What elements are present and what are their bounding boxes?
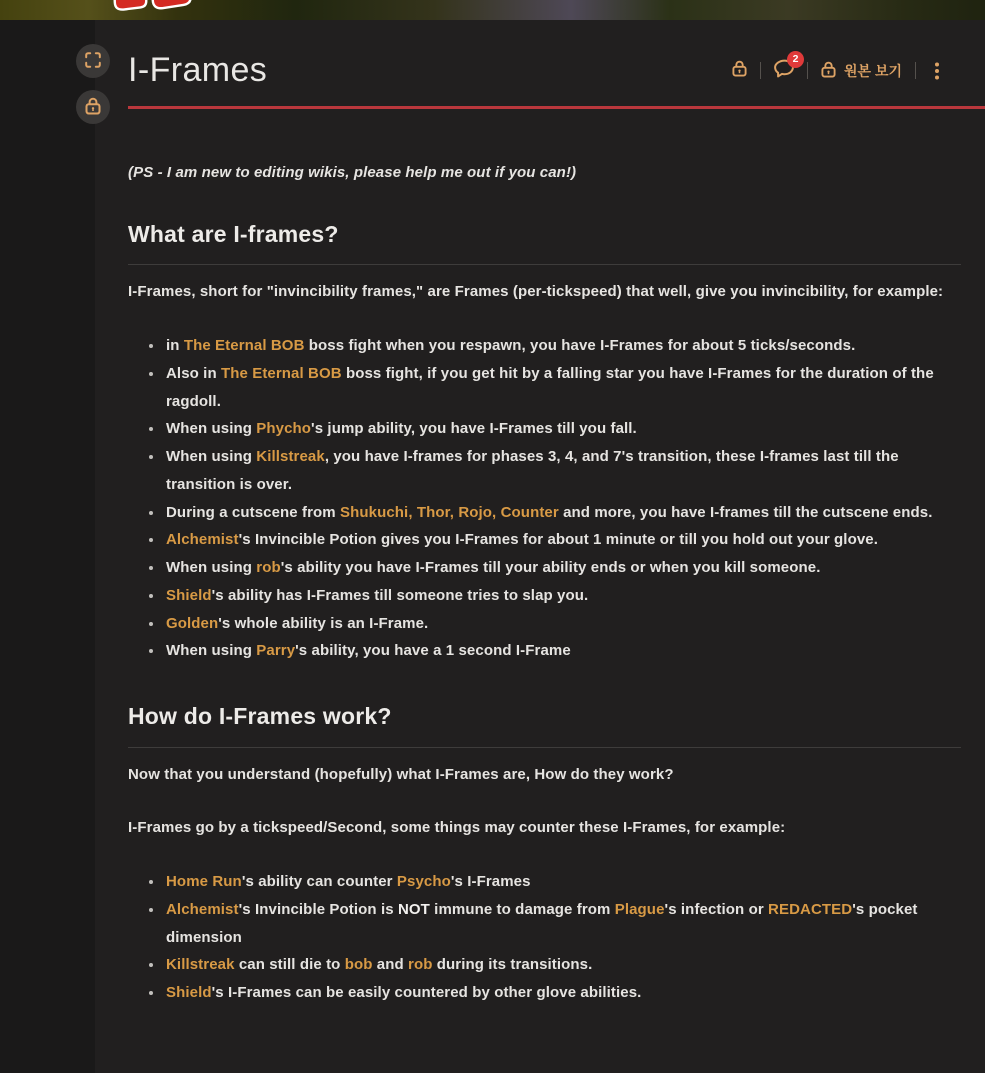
list-item <box>164 896 961 952</box>
text-run: 's Invincible Potion gives you I-Frames for about 1 minute or till you hold out your glove. <box>238 531 878 549</box>
text-run: 's ability, you have a 1 second I-Frame <box>295 642 571 660</box>
text-run: 's ability has I-Frames till someone tries to slap you. <box>211 586 589 604</box>
kebab-menu-button[interactable] <box>929 62 945 80</box>
wiki-link[interactable]: REDACTED <box>768 900 853 918</box>
text-run: When using <box>166 642 257 660</box>
divider <box>807 62 808 79</box>
text-run: I-Frames go by a tickspeed/Second, some things may counter these I-Frames, for example: <box>128 819 786 837</box>
text-run: 's jump ability, you have I-Frames till you fall. <box>311 420 637 438</box>
text-run: can still die to <box>234 956 345 974</box>
text-run: and more, you have I-frames till the cutscene ends. <box>558 503 933 521</box>
section-heading: How do I-Frames work? <box>128 695 961 748</box>
section-heading: What are I-frames? <box>128 213 961 266</box>
text-run: 's ability can counter <box>241 873 397 891</box>
text-run: Also in <box>166 364 221 382</box>
article-sections <box>128 109 961 1007</box>
wiki-link[interactable]: Parry <box>256 642 296 660</box>
list-item <box>164 582 961 610</box>
text-run: boss fight, if you get hit by a falling star you have I-Frames for the duration of the ragdoll. <box>166 364 934 410</box>
wiki-link[interactable]: rob <box>408 956 433 974</box>
text-run: boss fight when you respawn, you have I-Frames for about 5 ticks/seconds. <box>304 337 856 355</box>
background-banner <box>0 0 985 20</box>
wiki-link[interactable]: Home Run <box>166 873 242 891</box>
list-item <box>164 868 961 896</box>
list-item <box>164 610 961 638</box>
wiki-link[interactable]: Counter <box>500 503 559 521</box>
page-lock-button[interactable] <box>76 90 110 124</box>
lock-icon <box>85 97 101 118</box>
text-run: When using <box>166 559 257 577</box>
comments-button[interactable] <box>774 53 799 83</box>
text-run: and <box>372 956 409 974</box>
text-run: 's I-Frames can be easily countered by other glove abilities. <box>211 984 642 1002</box>
fullscreen-button[interactable] <box>76 44 110 78</box>
bullet-list <box>128 868 961 1007</box>
list-item <box>164 415 961 443</box>
side-buttons <box>76 44 110 124</box>
wiki-link[interactable]: Shield <box>166 586 212 604</box>
text-run: 's I-Frames <box>450 873 531 891</box>
paragraph <box>128 761 961 789</box>
wiki-link[interactable]: Alchemist <box>166 900 239 918</box>
text-run: During a cutscene from <box>166 503 341 521</box>
divider <box>915 62 916 79</box>
view-source-button[interactable] <box>821 61 902 81</box>
text-run: 's whole ability is an I-Frame. <box>218 614 429 632</box>
text-run: I-Frames, short for "invincibility frames," are Frames (per-tickspeed) that well, give you invincibility, for example: <box>128 283 944 301</box>
wiki-link[interactable]: Thor, <box>416 503 455 521</box>
text-run: immune to damage from <box>429 900 615 918</box>
wiki-logo-fragment[interactable] <box>113 0 194 19</box>
page-title: I-Frames <box>128 51 268 89</box>
expand-icon <box>85 52 101 71</box>
list-item <box>164 526 961 554</box>
text-run: 's Invincible Potion is <box>238 900 398 918</box>
wiki-link[interactable]: Killstreak <box>256 448 325 466</box>
divider <box>760 62 761 79</box>
paragraph <box>128 278 961 306</box>
text-run: during its transitions. <box>432 956 593 974</box>
lock-icon <box>732 60 747 82</box>
wiki-link[interactable]: Golden <box>166 614 219 632</box>
list-item <box>164 554 961 582</box>
text-run: 's infection or <box>664 900 769 918</box>
protection-status-button[interactable] <box>732 60 747 82</box>
article-card <box>95 20 985 1073</box>
wiki-link[interactable]: The Eternal BOB <box>183 337 305 355</box>
page-header <box>128 20 985 90</box>
ps-note <box>128 159 961 187</box>
text-run: When using <box>166 420 257 438</box>
text-run: in <box>166 337 184 355</box>
text-run: 's pocket dimension <box>166 900 918 946</box>
page-actions <box>732 53 945 83</box>
bullet-list <box>128 332 961 665</box>
view-source-label: 원본 보기 <box>844 62 902 79</box>
list-item <box>164 951 961 979</box>
list-item <box>164 443 961 499</box>
list-item <box>164 499 961 527</box>
wiki-link[interactable]: Phycho <box>256 420 312 438</box>
wiki-link[interactable]: Shukuchi, <box>340 503 413 521</box>
wiki-link[interactable]: Shield <box>166 984 212 1002</box>
text-run: 's ability you have I-Frames till your ability ends or when you kill someone. <box>280 559 821 577</box>
paragraph <box>128 814 961 842</box>
kebab-menu-icon <box>935 69 939 73</box>
wiki-link[interactable]: Killstreak <box>166 956 235 974</box>
text-run: (PS - I am new to editing wikis, please help me out if you can!) <box>128 164 577 181</box>
comment-count-badge: 2 <box>787 51 804 68</box>
text-run: , you have I-frames for phases 3, 4, and 7's transition, these I-frames last till the transition is over. <box>166 448 899 493</box>
wiki-link[interactable]: Rojo, <box>458 503 497 521</box>
text-run: When using <box>166 448 257 466</box>
text-run: Now that you understand (hopefully) what I-Frames are, How do they work? <box>128 765 674 783</box>
wiki-link[interactable]: bob <box>344 956 373 974</box>
list-item <box>164 637 961 665</box>
list-item <box>164 332 961 360</box>
wiki-link[interactable]: rob <box>256 559 281 577</box>
wiki-link[interactable]: Alchemist <box>166 531 239 549</box>
lock-icon <box>821 61 836 81</box>
wiki-link[interactable]: The Eternal BOB <box>220 364 342 382</box>
wiki-link[interactable]: Psycho <box>396 873 451 891</box>
list-item <box>164 360 961 416</box>
list-item <box>164 979 961 1007</box>
wiki-link[interactable]: Plague <box>614 900 665 918</box>
bold-text: NOT <box>397 900 430 918</box>
